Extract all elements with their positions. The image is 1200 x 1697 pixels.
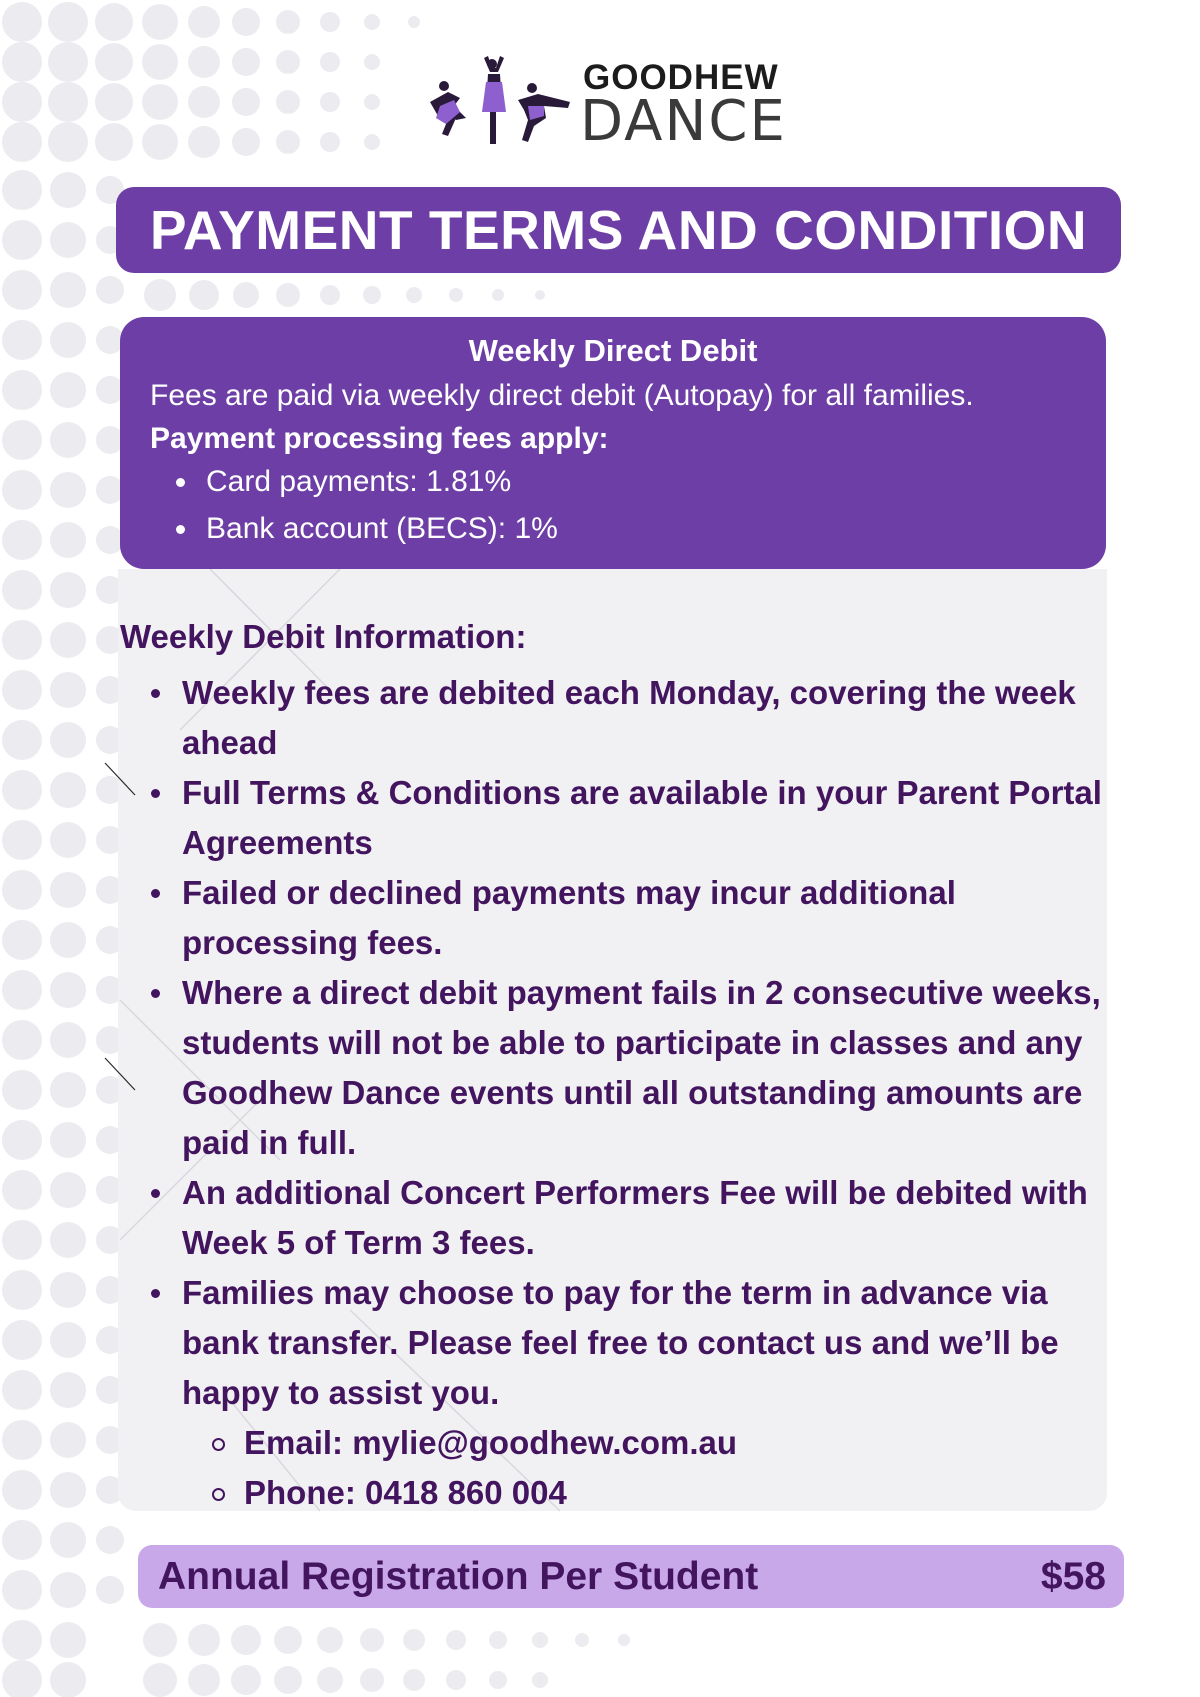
debit-item-consecutive-fails: Where a direct debit payment fails in 2 consecutive weeks, students will not be able to participate in classes and any Goodhew Dance events until all outstanding amounts are paid in full.	[120, 968, 1110, 1168]
registration-price: $58	[1040, 1554, 1106, 1598]
debit-item-concert-fee: An additional Concert Performers Fee will be debited with Week 5 of Term 3 fees.	[120, 1168, 1110, 1268]
debit-item-terms: Full Terms & Conditions are available in your Parent Portal Agreements	[120, 768, 1110, 868]
goodhew-dance-logo	[420, 54, 787, 154]
page-title: PAYMENT TERMS AND CONDITION	[149, 199, 1088, 261]
debit-item-failed-payments: Failed or declined payments may incur additional processing fees.	[120, 868, 1110, 968]
processing-fees-heading: Payment processing fees apply:	[150, 422, 609, 455]
logo-word-goodhew: GOODHEW	[583, 58, 779, 97]
weekly-direct-debit-heading: Weekly Direct Debit	[468, 333, 758, 368]
pay-in-advance-text: Families may choose to pay for the term in advance via bank transfer. Please feel free to contact us and we’ll be happy to assist you.	[182, 1274, 1059, 1411]
logo-word-dance: DANCE	[580, 89, 787, 154]
contact-phone[interactable]: Phone: 0418 860 004	[182, 1468, 1110, 1518]
debit-item-monday: Weekly fees are debited each Monday, covering the week ahead	[120, 668, 1110, 768]
processing-fees-list	[150, 465, 1076, 546]
weekly-direct-debit-card	[120, 317, 1106, 569]
weekly-debit-information	[120, 618, 1110, 1518]
title-banner	[116, 187, 1121, 273]
fee-item-card: Card payments: 1.81%	[176, 465, 1076, 499]
contact-email[interactable]: Email: mylie@goodhew.com.au	[182, 1418, 1110, 1468]
fee-item-bank: Bank account (BECS): 1%	[176, 512, 1076, 546]
weekly-debit-list	[120, 668, 1110, 1518]
dancers-silhouette-icon	[420, 54, 580, 154]
contact-list	[182, 1418, 1110, 1518]
debit-item-pay-in-advance	[120, 1268, 1110, 1518]
weekly-debit-heading: Weekly Debit Information:	[120, 618, 527, 655]
annual-registration-bar	[138, 1545, 1124, 1608]
weekly-direct-debit-description: Fees are paid via weekly direct debit (Autopay) for all families.	[150, 379, 974, 412]
registration-label: Annual Registration Per Student	[158, 1554, 759, 1598]
